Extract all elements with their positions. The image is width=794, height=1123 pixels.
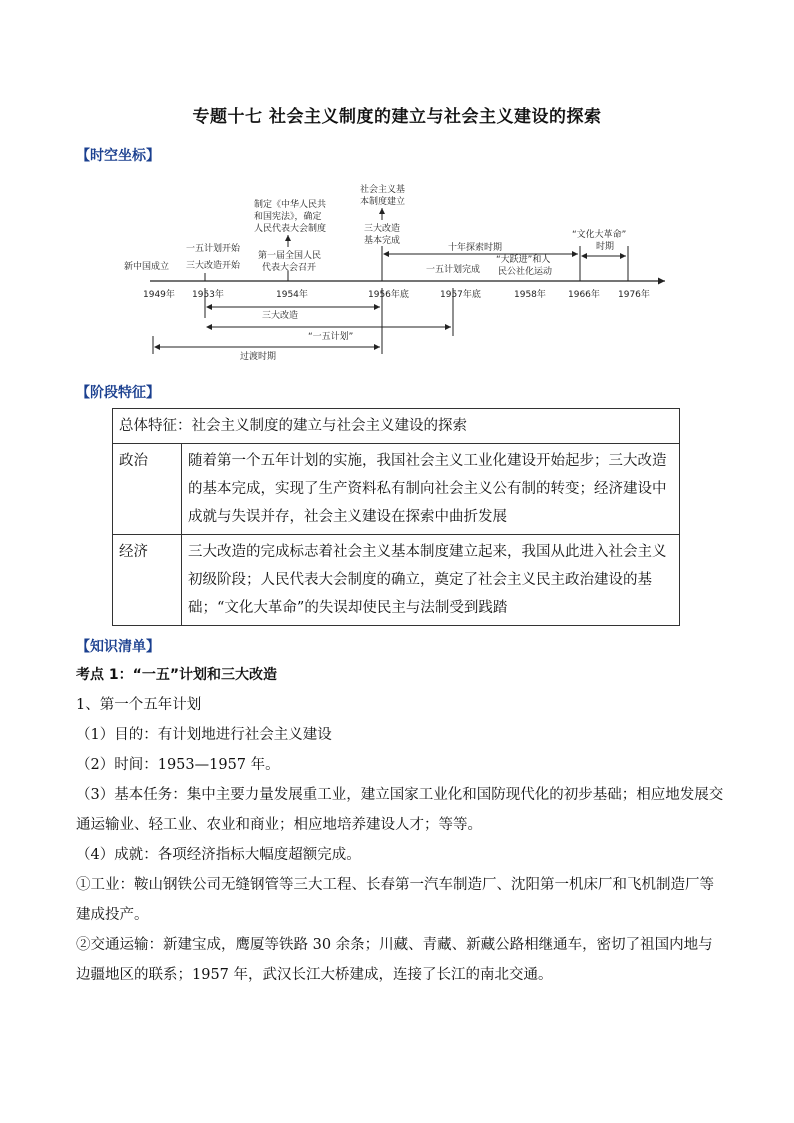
event-label: 第一届全国人民 bbox=[258, 251, 322, 261]
table-row bbox=[113, 535, 680, 626]
table-row bbox=[113, 409, 680, 444]
key-point-title: 考点 1：“一五”计划和三大改造 bbox=[76, 667, 278, 683]
page-title: 专题十七 社会主义制度的建立与社会主义建设的探索 bbox=[192, 107, 602, 127]
event-label: 制定《中华人民共 bbox=[254, 200, 327, 210]
overall-feature-cell: 总体特征：社会主义制度的建立与社会主义建设的探索 bbox=[113, 409, 680, 444]
list-item: （4）成就：各项经济指标大幅度超额完成。 bbox=[76, 847, 361, 863]
event-label: 本制度建立 bbox=[360, 197, 406, 207]
event-label: 三大改造开始 bbox=[186, 261, 241, 271]
table-row bbox=[113, 444, 680, 535]
list-item: ②交通运输：新建宝成，鹰厦等铁路 30 余条；川藏、青藏、新藏公路相继通车，密切了祖国内地与边疆地区的联系；1957 年，武汉长江大桥建成，连接了长江的南北交通。 bbox=[76, 937, 713, 983]
event-label: 三大改造 bbox=[364, 224, 401, 234]
span-label: “一五计划” bbox=[308, 332, 354, 342]
event-label: “大跃进”和人 bbox=[496, 255, 551, 265]
list-item: （3）基本任务：集中主要力量发展重工业，建立国家工业化和国防现代化的初步基础；相应地发展交通运输业、轻工业、农业和商业；相应地培养建设人才；等等。 bbox=[76, 787, 724, 833]
span-label: 过渡时期 bbox=[240, 352, 277, 362]
list-item: （1）目的：有计划地进行社会主义建设 bbox=[76, 727, 332, 743]
row-label: 经济 bbox=[113, 535, 182, 626]
event-label: 一五计划开始 bbox=[186, 244, 241, 254]
event-label: 一五计划完成 bbox=[426, 265, 481, 275]
list-item: 1、第一个五年计划 bbox=[76, 697, 202, 713]
knowledge-list bbox=[76, 660, 724, 990]
section-heading-features: 【阶段特征】 bbox=[76, 385, 160, 401]
year-label: 1954年 bbox=[276, 290, 308, 300]
event-label: 基本完成 bbox=[364, 236, 401, 246]
span-label: 三大改造 bbox=[262, 311, 299, 321]
features-table bbox=[112, 408, 680, 626]
event-label: 人民代表大会制度 bbox=[254, 224, 327, 234]
row-label: 政治 bbox=[113, 444, 182, 535]
event-label: 时期 bbox=[596, 242, 615, 252]
event-label: 代表大会召开 bbox=[262, 263, 317, 273]
year-label: 1949年 bbox=[143, 290, 175, 300]
section-heading-timeline: 【时空坐标】 bbox=[76, 148, 160, 164]
year-label: 1966年 bbox=[568, 290, 600, 300]
event-label: 和国宪法》，确定 bbox=[254, 212, 322, 222]
list-item: （2）时间：1953—1957 年。 bbox=[76, 757, 280, 773]
year-label: 1976年 bbox=[618, 290, 650, 300]
timeline-diagram bbox=[110, 176, 680, 366]
event-label: 十年探索时期 bbox=[448, 243, 503, 253]
year-label: 1956年底 bbox=[368, 290, 409, 300]
event-label: 新中国成立 bbox=[124, 262, 170, 272]
list-item: ①工业：鞍山钢铁公司无缝钢管等三大工程、长春第一汽车制造厂、沈阳第一机床厂和飞机制造厂等建成投产。 bbox=[76, 877, 714, 923]
row-text: 随着第一个五年计划的实施，我国社会主义工业化建设开始起步；三大改造的基本完成，实现了生产资料私有制向社会主义公有制的转变；经济建设中成就与失误并存，社会主义建设在探索中曲折发展 bbox=[182, 444, 680, 535]
row-text: 三大改造的完成标志着社会主义基本制度建立起来，我国从此进入社会主义初级阶段；人民代表大会制度的确立，奠定了社会主义民主政治建设的基础；“文化大革命”的失误却使民主与法制受到践踏 bbox=[182, 535, 680, 626]
event-label: 民公社化运动 bbox=[498, 267, 553, 277]
event-label: “文化大革命” bbox=[572, 230, 627, 240]
section-heading-knowledge: 【知识清单】 bbox=[76, 639, 160, 655]
year-label: 1957年底 bbox=[440, 290, 481, 300]
year-label: 1958年 bbox=[514, 290, 546, 300]
event-label: 社会主义基 bbox=[360, 185, 406, 195]
year-label: 1953年 bbox=[192, 290, 224, 300]
